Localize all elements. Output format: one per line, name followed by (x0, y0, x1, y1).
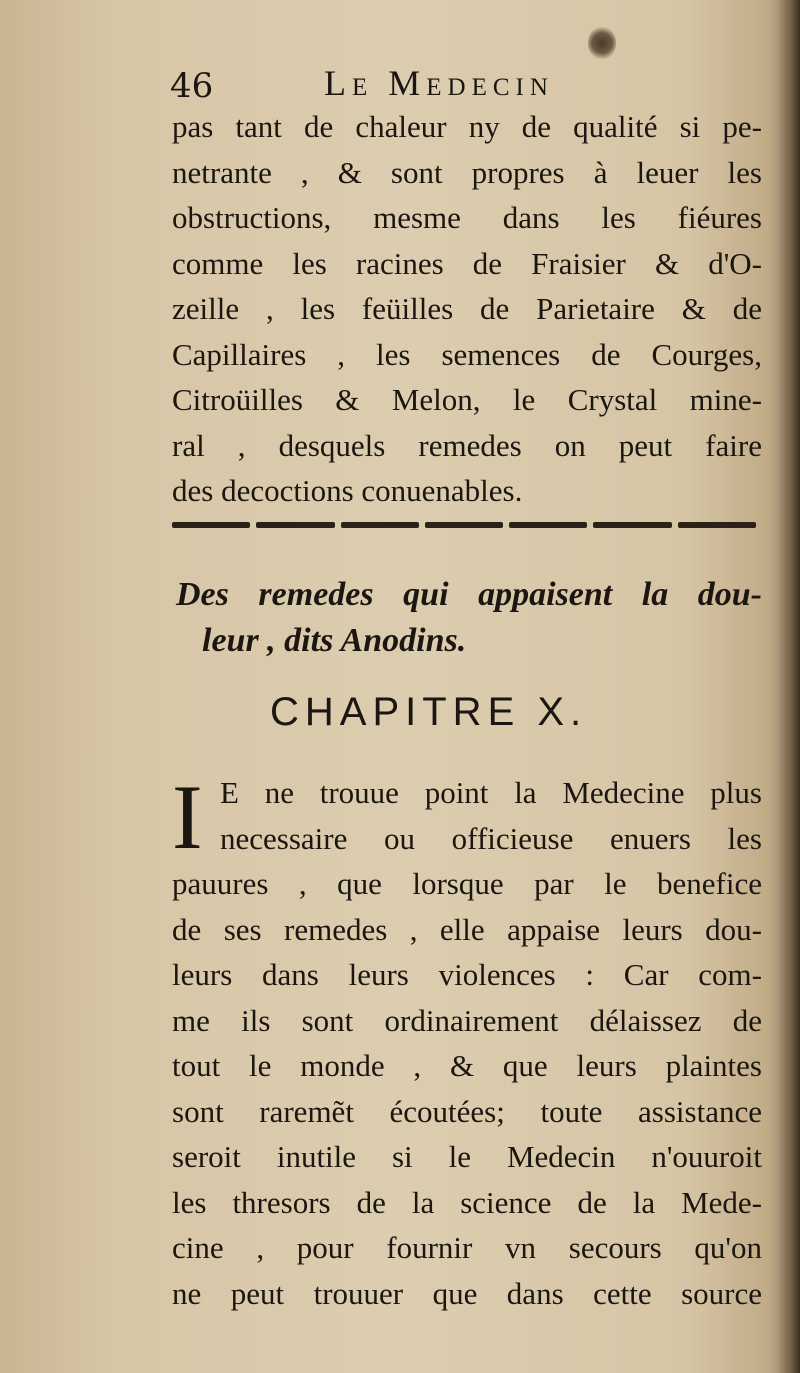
text-line: obstructions, mesme dans les fiéures (172, 200, 762, 235)
text-line: E ne trouue point la Medecine plus (220, 775, 762, 810)
section-title-line-1: Des remedes qui appaisent la dou- (176, 576, 762, 613)
text-line: zeille , les feüilles de Parietaire & de (172, 291, 762, 326)
page-edge-shadow (778, 0, 800, 1373)
text-line: leurs dans leurs violences : Car com- (172, 957, 762, 992)
text-line: necessaire ou officieuse enuers les (220, 820, 762, 856)
text-line: Citroüilles & Melon, le Crystal mine- (172, 382, 762, 417)
section-title (172, 572, 762, 664)
running-head: Le Medecin (324, 63, 554, 103)
text-line: sont raremẽt écoutées; toute assistance (172, 1093, 762, 1129)
text-line-last: des decoctions conuenables. (172, 473, 523, 508)
text-line: pas tant de chaleur ny de qualité si pe- (172, 109, 762, 144)
text-line: ne peut trouuer que dans cette source (172, 1275, 762, 1311)
section-title-line-2: leur , dits Anodins. (202, 622, 467, 659)
drop-cap: I (172, 766, 203, 868)
text-line: Capillaires , les semences de Courges, (172, 336, 762, 372)
paragraph-top (172, 104, 762, 514)
text-line: cine , pour fournir vn secours qu'on (172, 1230, 762, 1265)
text-line: tout le monde , & que leurs plaintes (172, 1048, 762, 1083)
text-line: de ses remedes , elle appaise leurs dou- (172, 911, 762, 947)
text-line: seroit inutile si le Medecin n'ouuroit (172, 1139, 762, 1174)
ink-stain (588, 26, 616, 60)
chapter-heading: CHAPITRE X. (270, 690, 588, 734)
text-line: comme les racines de Fraisier & d'O- (172, 245, 762, 281)
text-line: ral , desquels remedes on peut faire (172, 427, 762, 463)
page-number: 46 (170, 66, 214, 106)
text-line: pauures , que lorsque par le benefice (172, 866, 762, 901)
page-header (170, 62, 690, 106)
text-line: me ils sont ordinairement délaissez de (172, 1002, 762, 1038)
ornamental-rule (172, 522, 756, 529)
paragraph-body (172, 766, 762, 1316)
text-line: les thresors de la science de la Mede- (172, 1184, 762, 1220)
text-line: netrante , & sont propres à leuer les (172, 154, 762, 190)
